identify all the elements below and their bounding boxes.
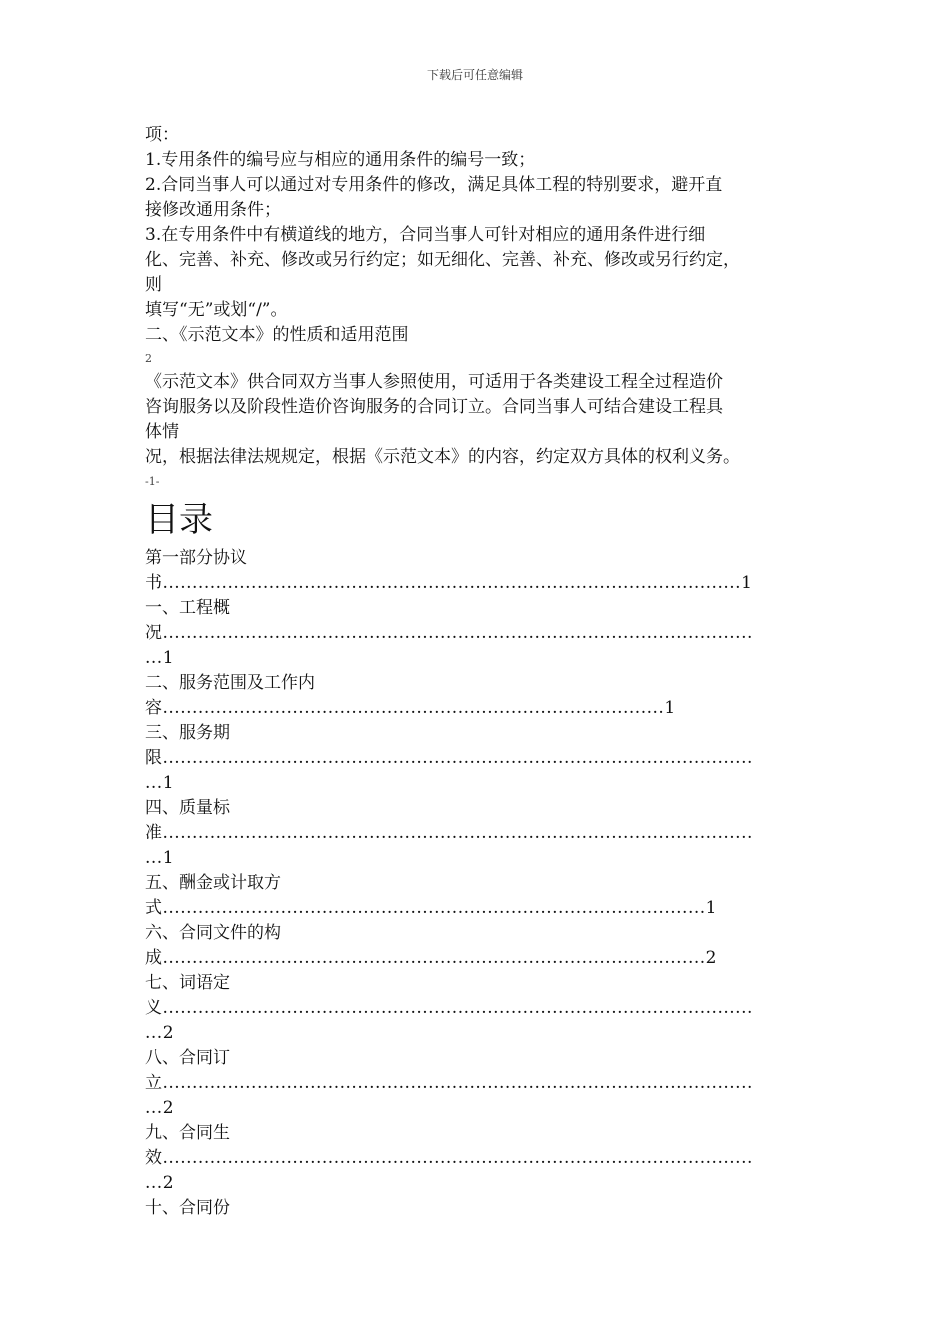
toc-entry-leader: 义.................................................................................................... <box>145 998 753 1018</box>
paragraph-line: 体情 <box>145 422 179 442</box>
toc-entry-title: 九、合同生 <box>145 1123 230 1143</box>
toc-entry-leader: 立.................................................................................................... <box>145 1073 753 1093</box>
intro-line: 接修改通用条件； <box>145 200 281 220</box>
toc-entry-leader: 限.................................................................................................... <box>145 748 753 768</box>
toc-entry[interactable] <box>145 1121 810 1196</box>
toc-title: 目录 <box>145 500 213 540</box>
paragraph-line: 况，根据法律法规规定，根据《示范文本》的内容，约定双方具体的权利义务。 <box>145 447 740 467</box>
intro-line: 填写“无”或划“/”。 <box>145 300 288 320</box>
toc-entry-leader: 成............................................................................................2 <box>145 948 717 968</box>
toc-entry-leader: ...2 <box>145 1023 175 1043</box>
toc-entry[interactable] <box>145 1196 810 1221</box>
intro-line: 项： <box>145 125 179 145</box>
intro-line: 2.合同当事人可以通过对专用条件的修改，满足具体工程的特别要求，避开直 <box>145 175 723 195</box>
paragraph-line: 《示范文本》供合同双方当事人参照使用，可适用于各类建设工程全过程造价 <box>145 372 723 392</box>
toc-entry[interactable] <box>145 796 810 871</box>
toc-entry[interactable] <box>145 921 810 971</box>
toc-entry-title: 四、质量标 <box>145 798 230 818</box>
intro-line: 3.在专用条件中有横道线的地方，合同当事人可针对相应的通用条件进行细 <box>145 225 706 245</box>
toc-entry-leader: ...2 <box>145 1173 175 1193</box>
toc-entry-title: 一、工程概 <box>145 598 230 618</box>
toc-entry-leader: ...1 <box>145 848 175 868</box>
toc-entry[interactable] <box>145 971 810 1046</box>
intro-line: 1.专用条件的编号应与相应的通用条件的编号一致； <box>145 150 536 170</box>
toc-entry-leader: ...1 <box>145 773 175 793</box>
toc-entry-leader: 效.................................................................................................... <box>145 1148 753 1168</box>
toc-entry-leader: ...1 <box>145 648 175 668</box>
page-mark: 2 <box>145 352 152 365</box>
toc-entry[interactable] <box>145 546 810 596</box>
toc-entry-title: 七、词语定 <box>145 973 230 993</box>
toc-entry-leader: 书..................................................................................................1 <box>145 573 753 593</box>
toc-entry[interactable] <box>145 721 810 796</box>
toc-entry-title: 十、合同份 <box>145 1198 230 1218</box>
section-heading: 二、《示范文本》的性质和适用范围 <box>145 325 409 345</box>
toc-entry-leader: ...2 <box>145 1098 175 1118</box>
intro-section <box>145 123 810 492</box>
toc-entry-leader: 容.....................................................................................1 <box>145 698 676 718</box>
toc-entry[interactable] <box>145 596 810 671</box>
page-footer: -1- <box>145 475 160 488</box>
intro-line: 则 <box>145 275 162 295</box>
toc-entry-title: 二、服务范围及工作内 <box>145 673 315 693</box>
toc-entry-title: 六、合同文件的构 <box>145 923 281 943</box>
toc-entry[interactable] <box>145 671 810 721</box>
toc-list <box>145 546 810 1221</box>
toc-entry-title: 八、合同订 <box>145 1048 230 1068</box>
toc-entry-title: 第一部分协议 <box>145 548 247 568</box>
toc-entry[interactable] <box>145 1046 810 1121</box>
toc-entry-title: 五、酬金或计取方 <box>145 873 281 893</box>
toc-entry-title: 三、服务期 <box>145 723 230 743</box>
toc-entry[interactable] <box>145 871 810 921</box>
toc-entry-leader: 准.................................................................................................... <box>145 823 753 843</box>
page-header: 下载后可任意编辑 <box>426 68 523 82</box>
toc-entry-leader: 式............................................................................................1 <box>145 898 717 918</box>
toc-entry-leader: 况.................................................................................................... <box>145 623 753 643</box>
intro-line: 化、完善、补充、修改或另行约定；如无细化、完善、补充、修改或另行约定， <box>145 250 740 270</box>
paragraph-line: 咨询服务以及阶段性造价咨询服务的合同订立。合同当事人可结合建设工程具 <box>145 397 723 417</box>
document-body <box>145 123 810 1221</box>
